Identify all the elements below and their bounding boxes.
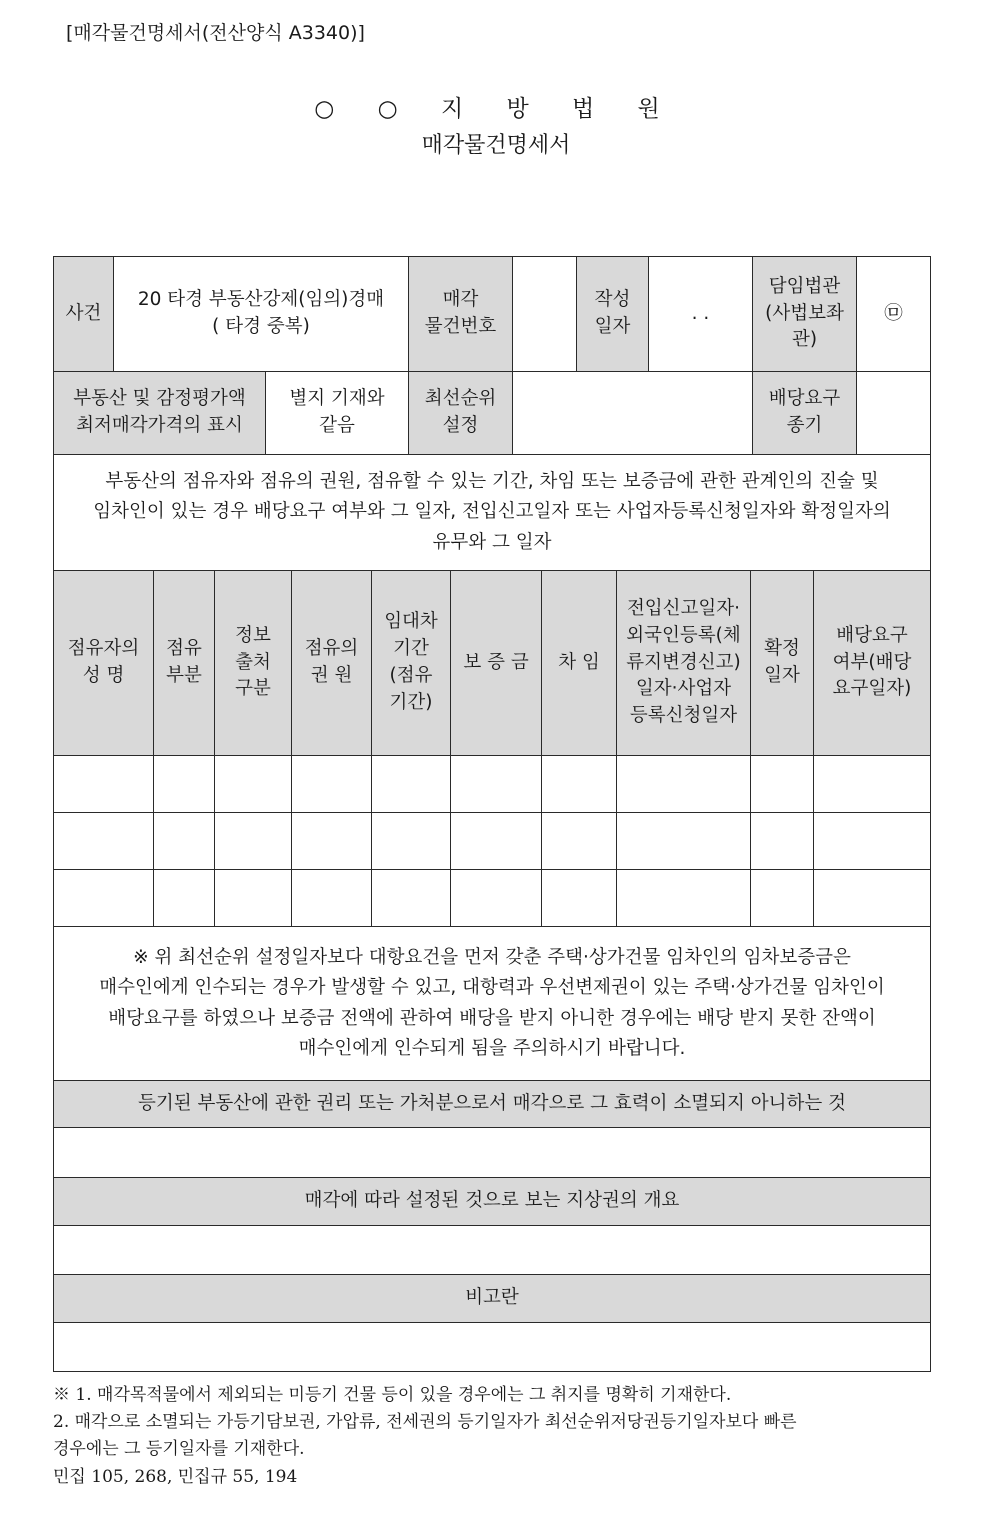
item-number-label-cell: 매각 물건번호 xyxy=(409,257,513,372)
col-info-source: 정보 출처 구분 xyxy=(215,571,292,756)
footnote-1: ※ 1. 매각목적물에서 제외되는 미등기 건물 등이 있을 경우에는 그 취지를 명확히 기재한다. xyxy=(53,1385,732,1405)
occupant-row-1-cell[interactable] xyxy=(814,756,930,813)
occupant-row-3-cell[interactable] xyxy=(154,870,215,927)
form-code: [매각물건명세서(전산양식 A3340)] xyxy=(66,22,365,44)
col-move-in-date: 전입신고일자· 외국인등록(체 류지변경신고) 일자·사업자 등록신청일자 xyxy=(617,571,751,756)
col-occupied-part: 점유 부분 xyxy=(154,571,215,756)
occupant-row-2-cell[interactable] xyxy=(372,813,451,870)
occupant-row-3-cell[interactable] xyxy=(372,870,451,927)
property-label-cell: 부동산 및 감정평가액 최저매각가격의 표시 xyxy=(54,372,266,455)
case-number-cell[interactable] xyxy=(114,257,409,372)
statement-grid xyxy=(53,256,931,1372)
priority-label-cell: 최선순위 설정 xyxy=(409,372,513,455)
col-occupancy-title: 점유의 권 원 xyxy=(292,571,372,756)
judge-label-cell: 담임법관 (사법보좌 관) xyxy=(753,257,857,372)
judge-seal-cell[interactable] xyxy=(857,257,930,372)
rights-section-header: 등기된 부동산에 관한 권리 또는 가처분으로서 매각으로 그 효력이 소멸되지 아니하는 것 xyxy=(54,1081,930,1128)
footnote-2: 2. 매각으로 소멸되는 가등기담보권, 가압류, 전세권의 등기일자가 최선순위저당권등기일자보다 빠른 xyxy=(53,1412,797,1433)
occupant-row-2-cell[interactable] xyxy=(751,813,814,870)
col-deposit: 보 증 금 xyxy=(451,571,542,756)
occupant-row-1-cell[interactable] xyxy=(154,756,215,813)
occupant-row-1-cell[interactable] xyxy=(451,756,542,813)
col-fixed-date: 확정 일자 xyxy=(751,571,814,756)
occupant-row-3-cell[interactable] xyxy=(617,870,751,927)
occupant-row-3-cell[interactable] xyxy=(542,870,617,927)
case-number-line2: ( 타경 중복) xyxy=(212,316,310,337)
case-number-line1: 20 타경 부동산강제(임의)경매 xyxy=(137,289,385,311)
footnote-4: 민집 105, 268, 민집규 55, 194 xyxy=(53,1466,298,1487)
occupant-intro: 부동산의 점유자와 점유의 권원, 점유할 수 있는 기간, 차임 또는 보증금에 관한 관계인의 진술 및 임차인이 있는 경우 배당요구 여부와 그 일자, 전입신고일자 또는 사업자등록신청일자와 확정일자의 유무와 그 일자 xyxy=(54,455,930,571)
remarks-header: 비고란 xyxy=(54,1275,930,1323)
occupant-row-2-cell[interactable] xyxy=(542,813,617,870)
rights-section-value[interactable] xyxy=(54,1128,930,1178)
dividend-deadline-value[interactable] xyxy=(857,372,930,455)
warning-notice: ※ 위 최선순위 설정일자보다 대항요건을 먼저 갖춘 주택·상가건물 임차인의 임차보증금은 매수인에게 인수되는 경우가 발생할 수 있고, 대항력과 우선변제권이 있는 주택·상가건물 임차인이 배당요구를 하였으나 보증금 전액에 관하여 배당을 받지 아니한 경우에는 배당 받지 못한 잔액이 매수인에게 인수되게 됨을 주의하시기 바랍니다. xyxy=(54,927,930,1081)
case-label-cell xyxy=(54,257,114,372)
occupant-row-1-cell[interactable] xyxy=(617,756,751,813)
footnotes xyxy=(53,1382,943,1491)
priority-value[interactable] xyxy=(513,372,753,455)
occupant-row-3-cell[interactable] xyxy=(451,870,542,927)
dividend-deadline-label-cell: 배당요구 종기 xyxy=(753,372,857,455)
item-number-value[interactable] xyxy=(513,257,577,372)
document-title: 매각물건명세서 xyxy=(421,133,571,158)
footnote-3: 경우에는 그 등기일자를 기재한다. xyxy=(53,1439,305,1460)
occupant-row-2-cell[interactable] xyxy=(215,813,292,870)
occupant-row-3-cell[interactable] xyxy=(292,870,372,927)
case-label: 사건 xyxy=(65,302,102,324)
court-name: ○ ○ 지 방 법 원 xyxy=(314,96,678,122)
occupant-row-2-cell[interactable] xyxy=(814,813,930,870)
col-lease-period: 임대차 기간 (점유 기간) xyxy=(372,571,451,756)
seal-mark: ㉤ xyxy=(884,302,903,324)
occupant-row-2-cell[interactable] xyxy=(54,813,154,870)
surface-right-header: 매각에 따라 설정된 것으로 보는 지상권의 개요 xyxy=(54,1178,930,1226)
occupant-row-1-cell[interactable] xyxy=(54,756,154,813)
col-rent: 차 임 xyxy=(542,571,617,756)
occupant-row-3-cell[interactable] xyxy=(215,870,292,927)
col-occupant-name: 점유자의 성 명 xyxy=(54,571,154,756)
occupant-row-3-cell[interactable] xyxy=(54,870,154,927)
occupant-row-2-cell[interactable] xyxy=(451,813,542,870)
occupant-row-3-cell[interactable] xyxy=(751,870,814,927)
occupant-row-1-cell[interactable] xyxy=(215,756,292,813)
occupant-row-1-cell[interactable] xyxy=(372,756,451,813)
occupant-row-2-cell[interactable] xyxy=(292,813,372,870)
created-date-label-cell: 작성 일자 xyxy=(577,257,649,372)
occupant-row-1-cell[interactable] xyxy=(292,756,372,813)
remarks-value[interactable] xyxy=(54,1323,930,1371)
surface-right-value[interactable] xyxy=(54,1226,930,1275)
occupant-row-1-cell[interactable] xyxy=(542,756,617,813)
occupant-row-1-cell[interactable] xyxy=(751,756,814,813)
col-dividend-request: 배당요구 여부(배당 요구일자) xyxy=(814,571,930,756)
occupant-row-2-cell[interactable] xyxy=(154,813,215,870)
occupant-row-3-cell[interactable] xyxy=(814,870,930,927)
occupant-row-2-cell[interactable] xyxy=(617,813,751,870)
property-value-cell[interactable]: 별지 기재와 같음 xyxy=(266,372,409,455)
created-date-value[interactable]: . . xyxy=(649,257,753,372)
